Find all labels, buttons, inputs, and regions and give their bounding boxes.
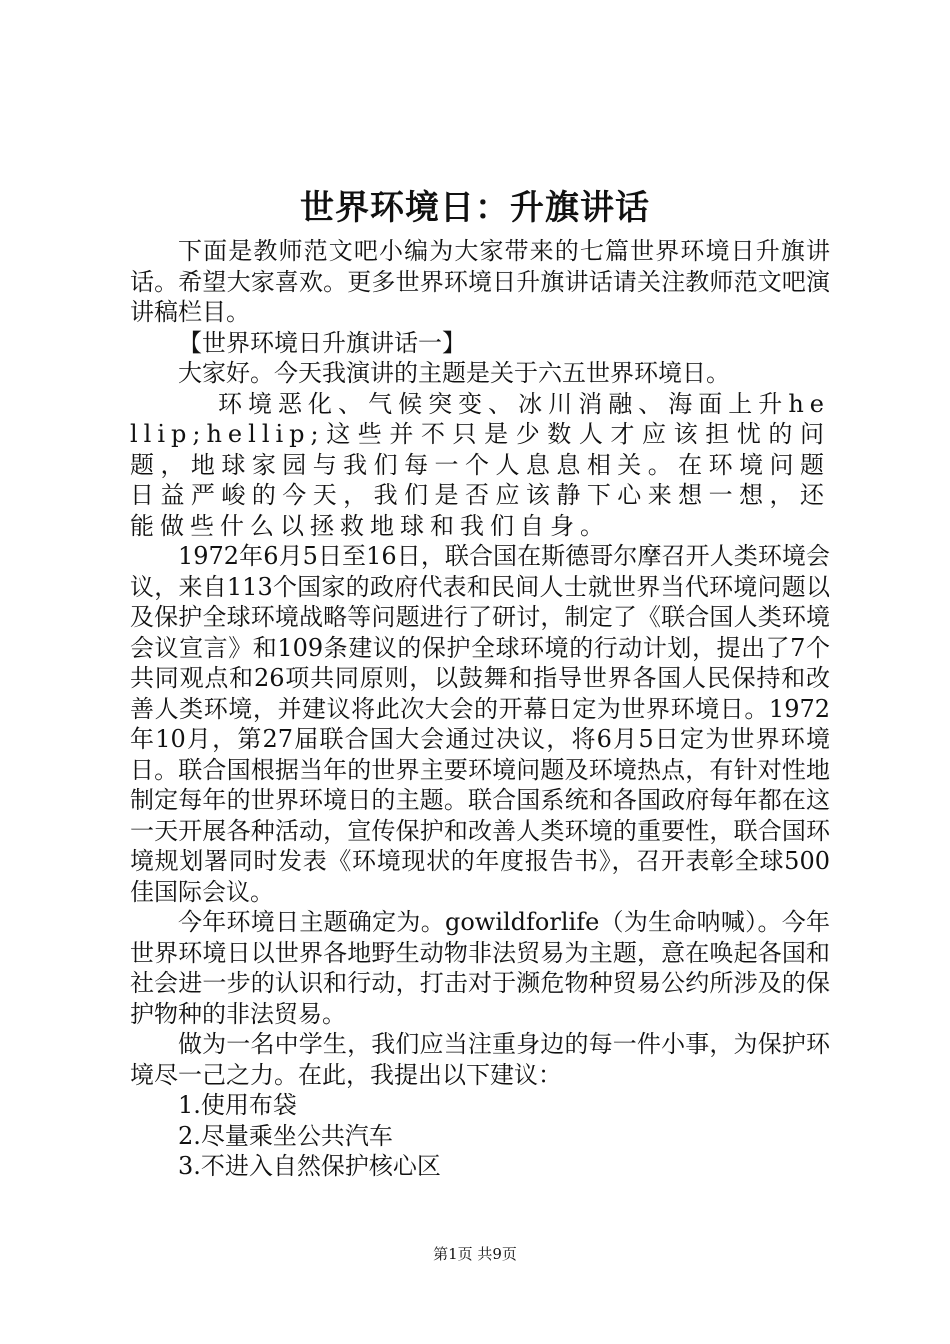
intro-paragraph: 下面是教师范文吧小编为大家带来的七篇世界环境日升旗讲话。希望大家喜欢。更多世界环境日升旗讲话请关注教师范文吧演讲稿栏目。 [130, 237, 830, 326]
history-paragraph: 1972年6月5日至16日，联合国在斯德哥尔摩召开人类环境会议，来自113个国家的政府代表和民间人士就世界当代环境问题以及保护全球环境战略等问题进行了研讨，制定了《联合国人类环境会议宣言》和109条建议的保护全球环境的行动计划，提出了7个共同观点和26项共同原则，以鼓舞和指导世界各国人民保持和改善人类环境，并建议将此次大会的开幕日定为世界环境日。1972年10月，第27届联合国大会通过决议，将6月5日定为世界环境日。联合国根据当年的世界主要环境问题及环境热点，有针对性地制定每年的世界环境日的主题。联合国系统和各国政府每年都在这一天开展各种活动，宣传保护和改善人类环境的重要性，联合国环境规划署同时发表《环境现状的年度报告书》，召开表彰全球500佳国际会议。 [130, 542, 830, 906]
theme-paragraph: 今年环境日主题确定为。gowildforlife（为生命呐喊）。今年世界环境日以世界各地野生动物非法贸易为主题，意在唤起各国和社会进一步的认识和行动，打击对于濒危物种贸易公约所涉及的保护物种的非法贸易。 [130, 908, 830, 1028]
environment-paragraph: 环境恶化、气候突变、冰川消融、海面上升hellip;hellip;这些并不只是少数人才应该担忧的问题，地球家园与我们每一个人息息相关。在环境问题日益严峻的今天，我们是否应该静下心来想一想，还能做些什么以拯救地球和我们自身。 [130, 389, 830, 540]
suggestion-item-3: 3.不进入自然保护核心区 [178, 1152, 441, 1180]
document-title: 世界环境日：升旗讲话 [300, 188, 650, 228]
page-footer: 第1页 共9页 [433, 1245, 517, 1263]
section-heading: 【世界环境日升旗讲话一】 [178, 328, 466, 357]
student-paragraph: 做为一名中学生，我们应当注重身边的每一件小事，为保护环境尽一己之力。在此，我提出以下建议： [130, 1030, 830, 1089]
suggestion-item-2: 2.尽量乘坐公共汽车 [178, 1121, 393, 1150]
greeting-paragraph: 大家好。今天我演讲的主题是关于六五世界环境日。 [178, 359, 730, 387]
document-body [130, 236, 830, 1182]
suggestion-item-1: 1.使用布袋 [178, 1091, 297, 1119]
